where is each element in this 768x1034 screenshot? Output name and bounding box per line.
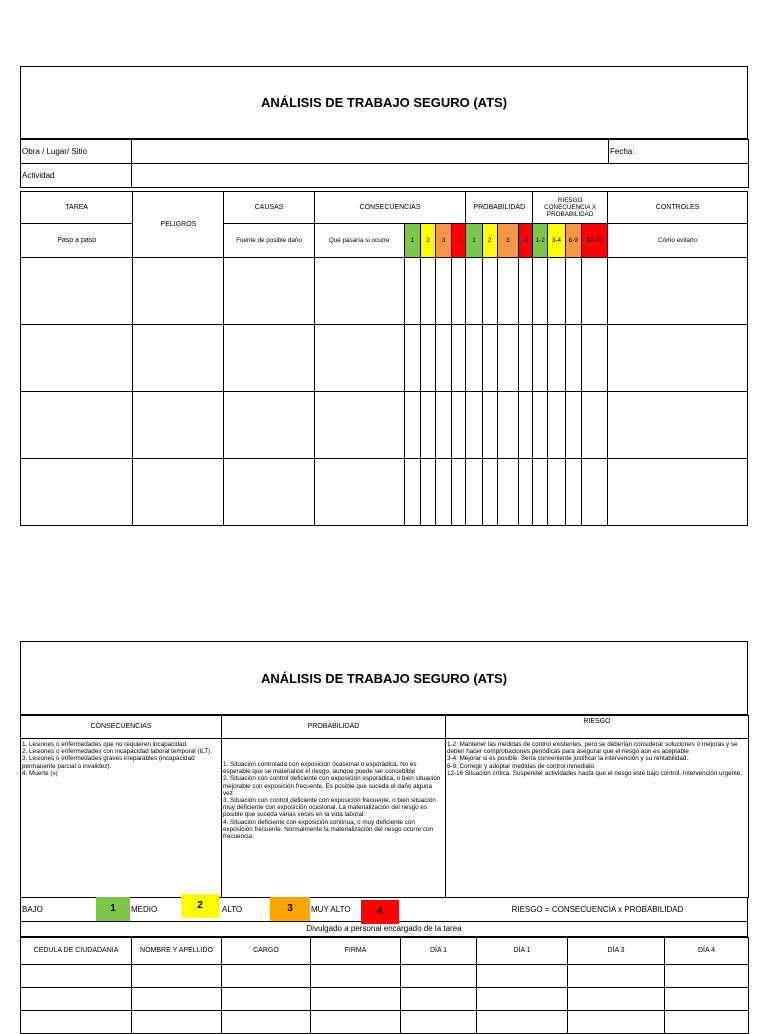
risk-legend-strip [20, 898, 748, 922]
legend-medio-swatch: 2 [181, 894, 219, 918]
col-probabilidad-header: PROBABILIDAD [222, 716, 446, 739]
header-peligros: PELIGROS [133, 192, 224, 258]
form-2-title: ANÁLISIS DE TRABAJO SEGURO (ATS) [260, 670, 508, 686]
table-row [21, 258, 748, 325]
table-row [21, 1011, 749, 1034]
form-2 [20, 641, 748, 1034]
legend-table [20, 715, 749, 898]
prob-level-4: 4 [519, 224, 533, 258]
sign-header-dia-3: DÍA 3 [568, 938, 665, 965]
consecuencias-description [21, 739, 222, 898]
sign-header-dia-1b: DÍA 1 [477, 938, 568, 965]
divulgado-text: Divulgado a personal encargado de la tarea [306, 924, 462, 933]
obra-label: Obra / Lugar/ Sitio [21, 140, 132, 164]
prob-item-1: 1. Situación controlada con exposición ocasional o esporádica. No es esperable que se materialice el riesgo, aunque puede ser concebible [223, 761, 417, 776]
cons-level-4: 4 [452, 224, 466, 258]
subheader-fuente: Fuente de posible daño [224, 224, 314, 258]
sign-header-dia-4: DÍA 4 [665, 938, 749, 965]
subheader-que-pasaria: Qué pasaría si ocurre [314, 224, 404, 258]
subheader-como-evitarlo: Cómo evitarlo [608, 224, 748, 258]
header-controles: CONTROLES [608, 192, 748, 224]
subheader-paso: Paso a paso [21, 224, 133, 258]
header-tarea: TAREA [21, 192, 133, 224]
actividad-label: Actividad [21, 164, 132, 188]
risk-item-4: 12-16 Situación crítica. Suspender actividades hasta que el riesgo esté bajo control. Intervención urgente. [447, 769, 743, 777]
legend-alto-label: ALTO [222, 905, 243, 914]
probabilidad-description [222, 739, 446, 898]
table-row [21, 459, 748, 526]
legend-bajo-label: BAJO [22, 905, 43, 914]
prob-item-3: 3. Situación con control deficiente con exposición frecuente, o bien situación muy deficiente con exposición ocasional. La materialización del riesgo es posible que suceda varias veces en la vida laboral. [223, 797, 436, 819]
risk-level-6-9: 6-9 [565, 224, 581, 258]
form-1-info-table [20, 139, 749, 188]
sign-header-nombre: NOMBRE Y APELLIDO [132, 938, 222, 965]
risk-item-3: 6-9: Corregir y adoptar medidas de control inmediato [447, 762, 595, 770]
header-causas: CAUSAS [224, 192, 314, 224]
cons-item-1: 1. Lesiones o enfermedades que no requieren incapacidad. [22, 741, 188, 748]
prob-item-2: 2. Situación con control deficiente con exposición esporádica, o bien situación mejorable con exposición frecuente. Es posible que suceda el daño alguna vez. [223, 775, 441, 797]
ats-table [20, 191, 748, 526]
prob-level-1: 1 [466, 224, 482, 258]
cons-level-1: 1 [404, 224, 420, 258]
col-consecuencias-header: CONSECUENCIAS [21, 716, 222, 739]
cons-item-2: 2. Lesiones o enfermedades con incapacidad laboral temporal (ILT). [22, 748, 212, 756]
legend-muy-alto-label: MUY ALTO [311, 905, 351, 914]
table-row [21, 988, 749, 1011]
sign-header-firma: FIRMA [311, 938, 401, 965]
risk-level-3-4: 3-4 [548, 224, 565, 258]
form-1-title: ANÁLISIS DE TRABAJO SEGURO (ATS) [260, 95, 508, 110]
prob-level-3: 3 [497, 224, 518, 258]
risk-level-12-16: 12-16 [581, 224, 607, 258]
header-riesgo: RIESGO CONECUENCIA X PROBABILIDAD [533, 192, 608, 224]
risk-level-1-2: 1-2 [533, 224, 548, 258]
form-2-title-box [20, 641, 748, 715]
risk-item-2: 3-4: Mejorar si es posible. Sería conveniente justificar la intervención y su rentabilidad. [447, 755, 689, 763]
legend-muy-alto-swatch: 4 [361, 900, 399, 924]
cons-level-2: 2 [420, 224, 435, 258]
form-1 [20, 66, 748, 526]
prob-item-4: 4. Situación deficiente con exposición continua, o muy deficiente con exposición frecuente. Normalmente la materialización del riesgo ocurre con frecuencia. [223, 818, 433, 841]
sign-header-cargo: CARGO [222, 938, 311, 965]
table-row [21, 965, 749, 988]
fecha-label: Fecha: [610, 147, 635, 156]
cons-level-3: 3 [436, 224, 452, 258]
divulgado-caption [20, 922, 748, 937]
table-row [21, 392, 748, 459]
legend-medio-label: MEDIO [131, 905, 158, 914]
cons-item-4: 4. Muerte (s) [22, 769, 58, 777]
fecha-field[interactable] [609, 140, 749, 164]
risk-formula: RIESGO = CONSECUENCIA x PROBABILIDAD [511, 905, 684, 914]
legend-alto-swatch: 3 [270, 897, 310, 921]
obra-field[interactable] [132, 140, 609, 164]
risk-item-1: 1-2: Mantener las medidas de control existentes, pero se deberían considerar soluciones o mejoras y se deben hacer comprobaciones periódicas para asegurar que el riesgo aún es aceptable [447, 741, 738, 756]
form-1-title-box [20, 66, 748, 139]
riesgo-description [446, 739, 749, 898]
col-riesgo-header: RIESGO [446, 716, 749, 739]
header-consecuencias: CONSECUENCIAS [314, 192, 466, 224]
prob-level-2: 2 [482, 224, 497, 258]
sign-header-dia-1a: DÍA 1 [401, 938, 477, 965]
sign-header-cedula: CEDULA DE CIUDADANIA [21, 938, 132, 965]
table-row [21, 325, 748, 392]
header-probabilidad: PROBABILIDAD [466, 192, 533, 224]
legend-bajo-swatch: 1 [96, 897, 130, 921]
cons-item-3: 3. Lesiones o enfermedades graves irreparables (incapacidad permanente parcial o invalidez). [22, 755, 195, 770]
signatures-table [20, 937, 749, 1034]
actividad-field[interactable] [132, 164, 749, 188]
